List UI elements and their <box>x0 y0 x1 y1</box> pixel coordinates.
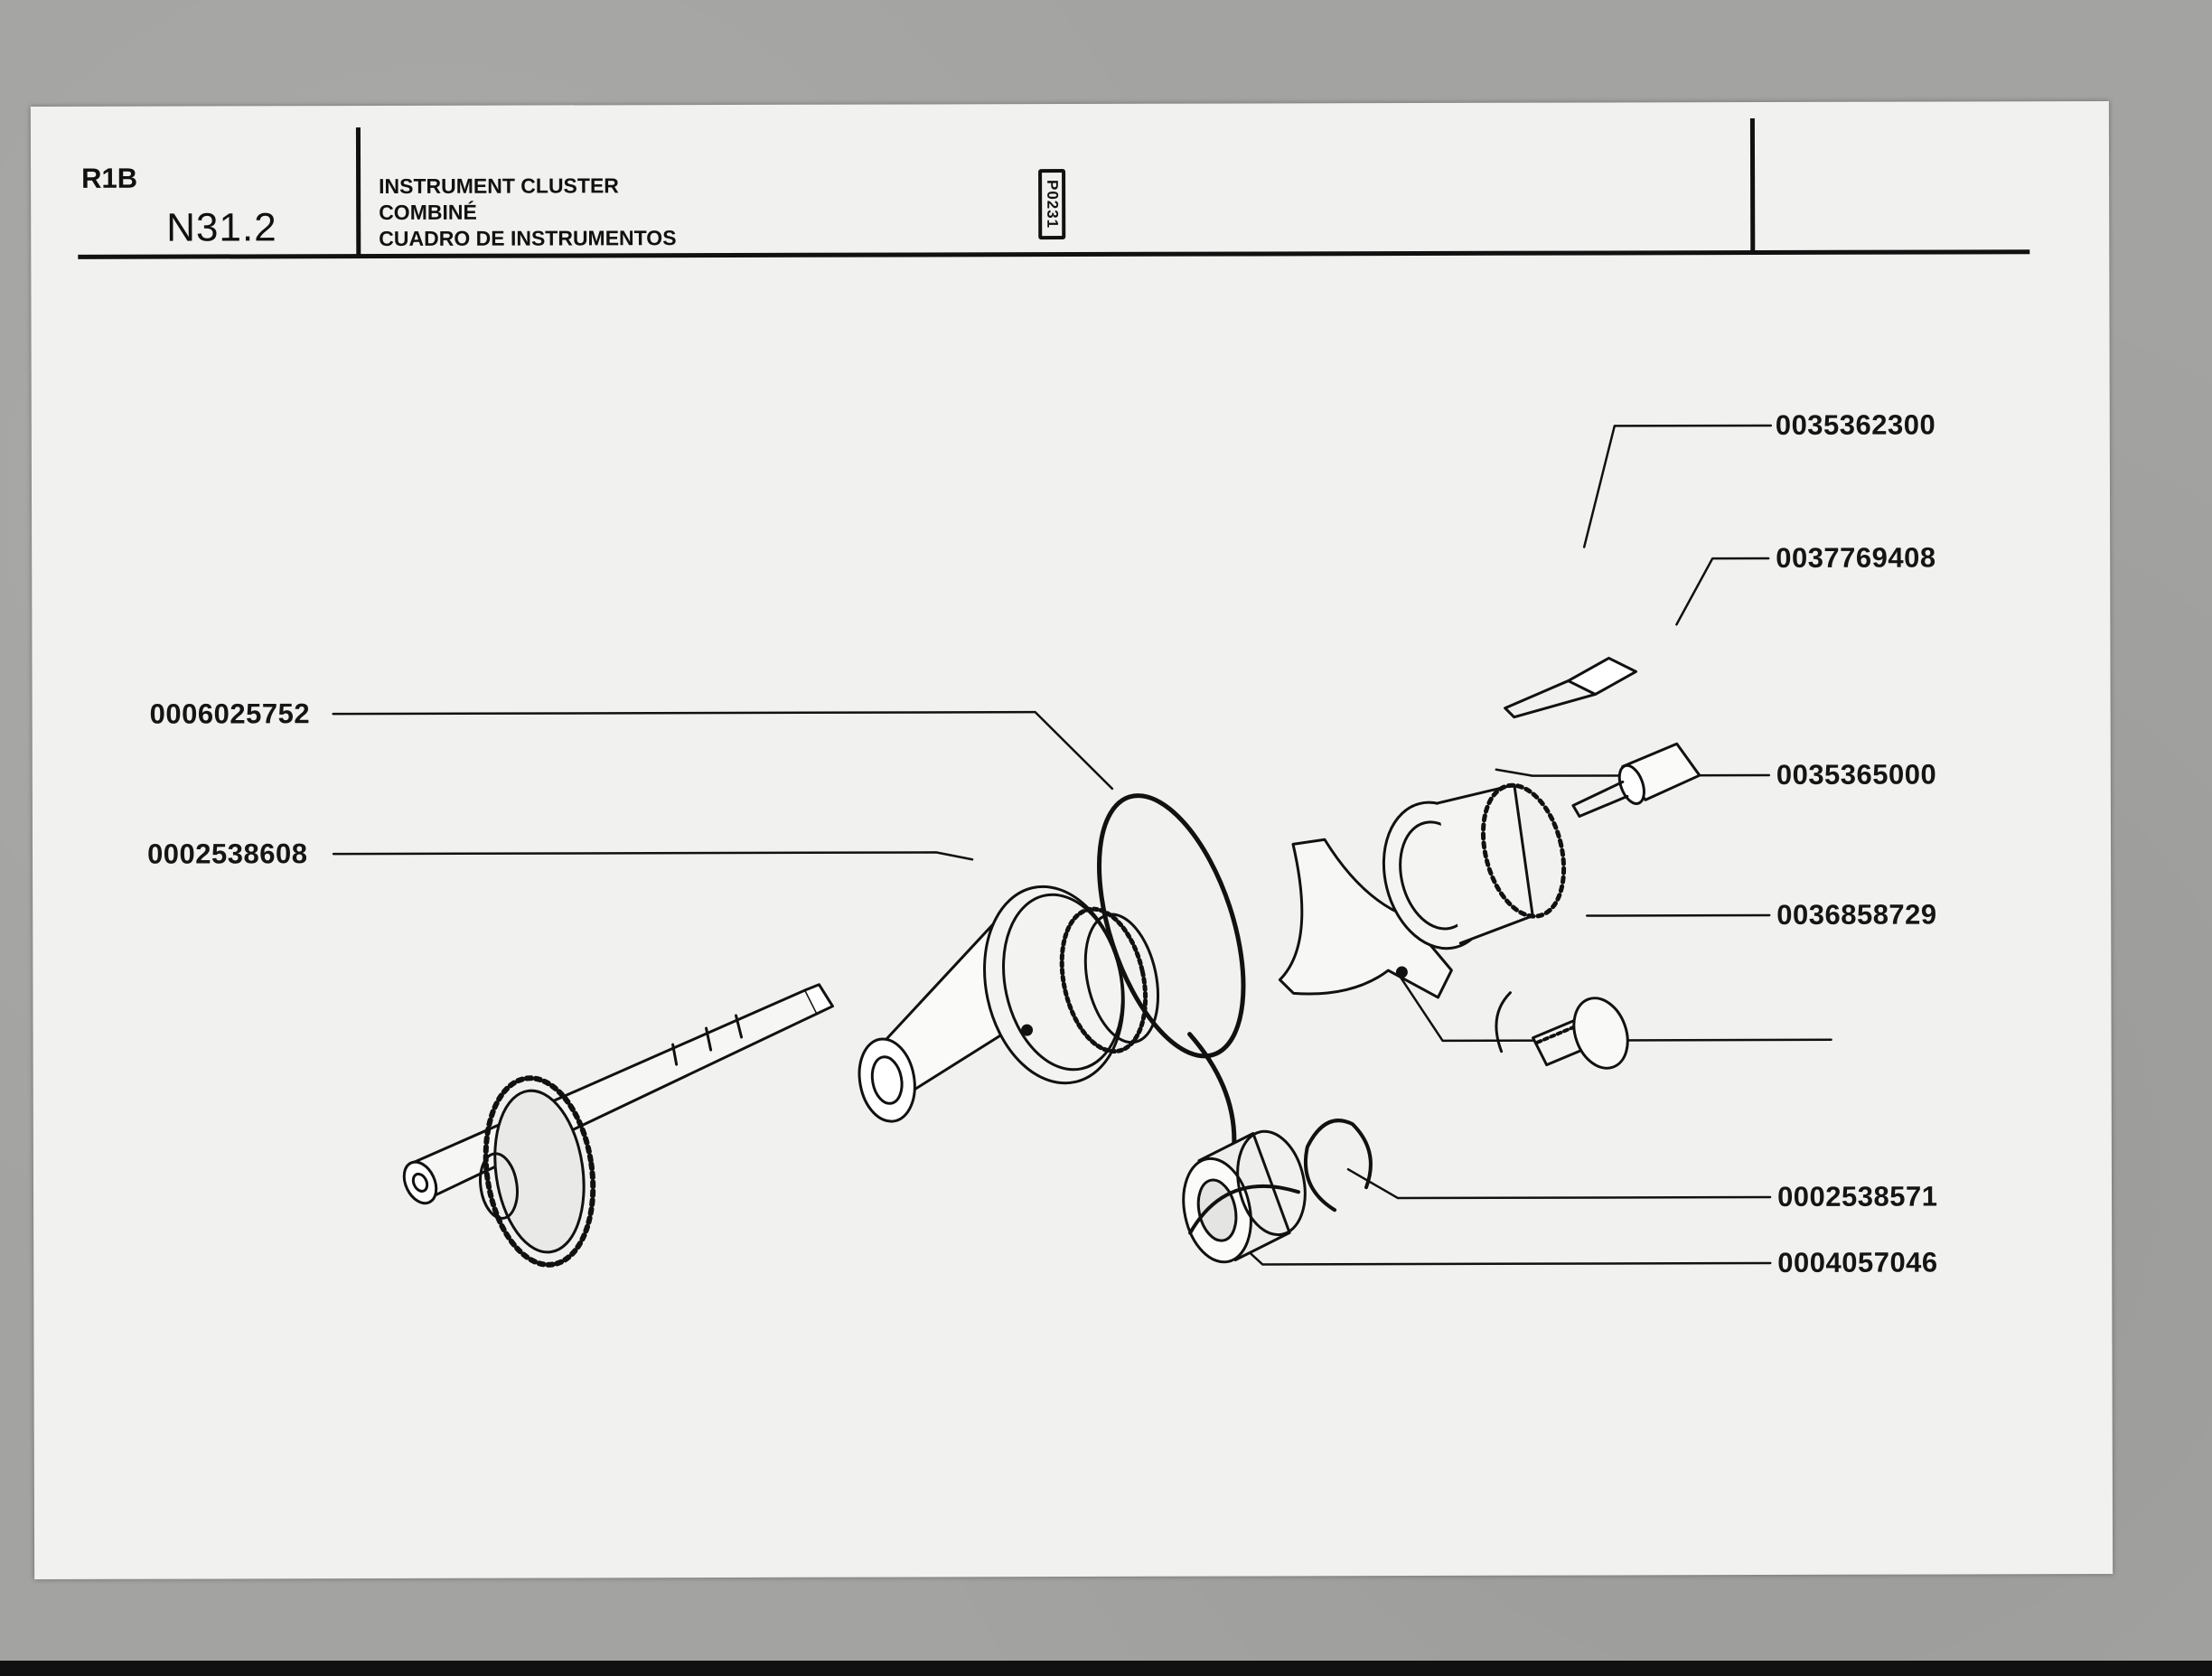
stamp-text: P0231 <box>1044 179 1062 229</box>
parts-catalog-sheet <box>31 101 2113 1579</box>
part-label-p3: 0006025752 <box>149 698 311 730</box>
page-number: N31.2 <box>166 205 277 250</box>
part-label-p1: 0035362300 <box>1775 408 1936 441</box>
model-code: R1B <box>81 162 138 194</box>
exploded-view-drawing <box>31 101 2113 1579</box>
leader-line-p8 <box>1240 1242 1770 1265</box>
leader-line-p7 <box>1348 1168 1770 1198</box>
title-english: INSTRUMENT CLUSTER <box>379 173 619 199</box>
bushing-housing <box>853 874 1169 1127</box>
split-ring <box>1306 1120 1371 1210</box>
bearing-sleeve <box>1175 1125 1315 1269</box>
leader-line-p2 <box>1676 558 1768 624</box>
part-label-p6: 0036858729 <box>1776 898 1937 931</box>
part-label-p4: 0035365000 <box>1776 758 1937 791</box>
worm-gear-shaft <box>398 985 833 1272</box>
bolt <box>1496 990 1637 1076</box>
pin-connector <box>1573 744 1700 816</box>
title-spanish: CUADRO DE INSTRUMENTOS <box>379 226 677 251</box>
leader-line-p6 <box>1587 915 1769 916</box>
flat-key <box>1504 658 1636 716</box>
part-label-p8: 0004057046 <box>1777 1246 1938 1278</box>
title-french: COMBINÉ <box>379 200 477 225</box>
leader-line-p1 <box>1584 426 1771 548</box>
part-label-p2: 0037769408 <box>1776 541 1936 574</box>
part-label-p7: 0002538571 <box>1776 1180 1938 1213</box>
scan-edge <box>0 1661 2212 1676</box>
leader-line-p3 <box>333 712 1112 791</box>
leader-line-p5 <box>333 852 972 861</box>
part-label-p5: 0002538608 <box>146 838 308 870</box>
